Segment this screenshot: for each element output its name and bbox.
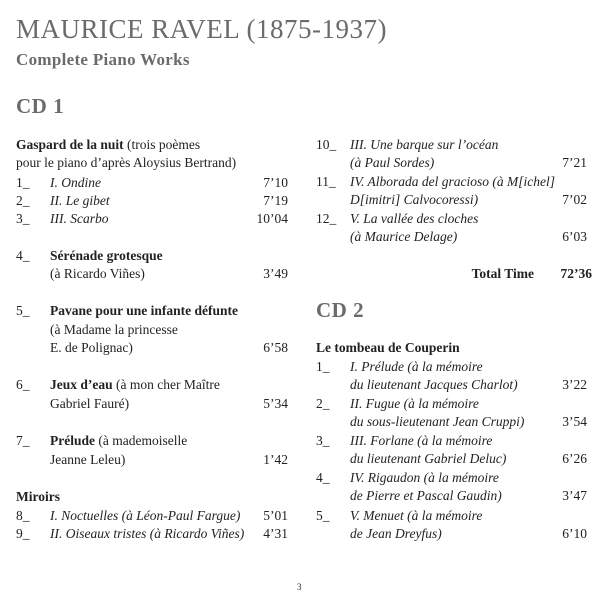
track-dedication: D[imitri] Calvocoressi) xyxy=(350,192,479,207)
track-number: 7_ xyxy=(16,433,30,448)
track-dedication: (à mademoiselle xyxy=(95,433,188,448)
track-number: 2_ xyxy=(16,193,30,208)
track-dedication: (à Paul Sordes) xyxy=(350,155,435,170)
track-dedication: Jeanne Leleu) xyxy=(50,452,126,467)
track-duration: 7’10 xyxy=(263,175,288,190)
track-title: IV. Rigaudon (à la mémoire xyxy=(350,470,499,485)
track-number: 5_ xyxy=(16,303,30,318)
track-dedication: (à mon cher Maître xyxy=(112,377,220,392)
track-number: 4_ xyxy=(316,470,330,485)
track-title: V. La vallée des cloches xyxy=(350,211,479,226)
track-duration: 4’31 xyxy=(263,526,288,541)
track-title: Jeux d’eau xyxy=(50,377,113,392)
track-dedication: du lieutenant Jacques Charlot) xyxy=(350,377,518,392)
track-number: 4_ xyxy=(16,248,30,263)
track-duration: 3’49 xyxy=(263,266,288,281)
track-title: III. Une barque sur l’océan xyxy=(350,137,499,152)
track-number: 8_ xyxy=(16,508,30,523)
track-number: 3_ xyxy=(316,433,330,448)
track-duration: 10’04 xyxy=(256,211,288,226)
track-title: II. Oiseaux tristes (à Ricardo Viñes) xyxy=(50,526,245,541)
track-title-line xyxy=(50,433,187,449)
track-dedication: du lieutenant Gabriel Deluc) xyxy=(350,451,507,466)
track-duration: 7’02 xyxy=(562,192,587,207)
track-title: II. Le gibet xyxy=(50,193,110,208)
track-title: I. Prélude (à la mémoire xyxy=(350,359,483,374)
track-number: 10_ xyxy=(316,137,337,152)
work-gaspard-heading xyxy=(16,137,200,153)
track-number: 1_ xyxy=(316,359,330,374)
track-dedication: du sous-lieutenant Jean Cruppi) xyxy=(350,414,525,429)
track-duration: 7’21 xyxy=(562,155,587,170)
track-duration: 1’42 xyxy=(263,452,288,467)
track-number: 5_ xyxy=(316,508,330,523)
track-duration: 5’34 xyxy=(263,396,288,411)
track-dedication: de Jean Dreyfus) xyxy=(350,526,442,541)
track-duration: 3’47 xyxy=(562,488,587,503)
track-dedication: Gabriel Fauré) xyxy=(50,396,130,411)
track-duration: 6’58 xyxy=(263,340,288,355)
page-number: 3 xyxy=(297,582,302,592)
track-title: III. Forlane (à la mémoire xyxy=(350,433,493,448)
track-title: Sérénade grotesque xyxy=(50,248,163,263)
total-time-label: Total Time xyxy=(471,266,534,281)
track-title: V. Menuet (à la mémoire xyxy=(350,508,483,523)
track-title-line xyxy=(50,377,220,393)
track-duration: 6’26 xyxy=(562,451,587,466)
track-title: III. Scarbo xyxy=(50,211,109,226)
track-number: 11_ xyxy=(316,174,336,189)
work-miroirs-heading: Miroirs xyxy=(16,489,60,504)
track-number: 12_ xyxy=(316,211,337,226)
track-duration: 6’10 xyxy=(562,526,587,541)
track-number: 3_ xyxy=(16,211,30,226)
work-couperin-heading: Le tombeau de Couperin xyxy=(316,340,460,355)
work-description: (trois poèmes xyxy=(123,137,201,152)
total-time-value: 72’36 xyxy=(560,266,592,281)
track-dedication: de Pierre et Pascal Gaudin) xyxy=(350,488,502,503)
cd2-heading: CD 2 xyxy=(316,298,365,322)
work-description-line: pour le piano d’après Aloysius Bertrand) xyxy=(16,155,237,170)
track-title: II. Fugue (à la mémoire xyxy=(350,396,479,411)
track-title: I. Noctuelles (à Léon-Paul Fargue) xyxy=(50,508,241,523)
track-number: 6_ xyxy=(16,377,30,392)
track-dedication: E. de Polignac) xyxy=(50,340,133,355)
work-title: Gaspard de la nuit xyxy=(16,137,124,152)
track-title: I. Ondine xyxy=(50,175,101,190)
track-number: 1_ xyxy=(16,175,30,190)
track-dedication: (à Madame la princesse xyxy=(50,322,178,337)
page-subtitle: Complete Piano Works xyxy=(16,50,190,69)
track-duration: 3’54 xyxy=(562,414,587,429)
track-title: Prélude xyxy=(50,433,95,448)
track-duration: 5’01 xyxy=(263,508,288,523)
track-number: 2_ xyxy=(316,396,330,411)
page-title: MAURICE RAVEL (1875-1937) xyxy=(16,14,387,44)
track-number: 9_ xyxy=(16,526,30,541)
track-duration: 3’22 xyxy=(562,377,587,392)
track-duration: 6’03 xyxy=(562,229,587,244)
track-title: IV. Alborada del gracioso (à M[ichel] xyxy=(350,174,555,189)
track-duration: 7’19 xyxy=(263,193,288,208)
track-dedication: (à Ricardo Viñes) xyxy=(50,266,145,281)
track-dedication: (à Maurice Delage) xyxy=(350,229,458,244)
track-title: Pavane pour une infante défunte xyxy=(50,303,239,318)
cd1-heading: CD 1 xyxy=(16,94,65,118)
